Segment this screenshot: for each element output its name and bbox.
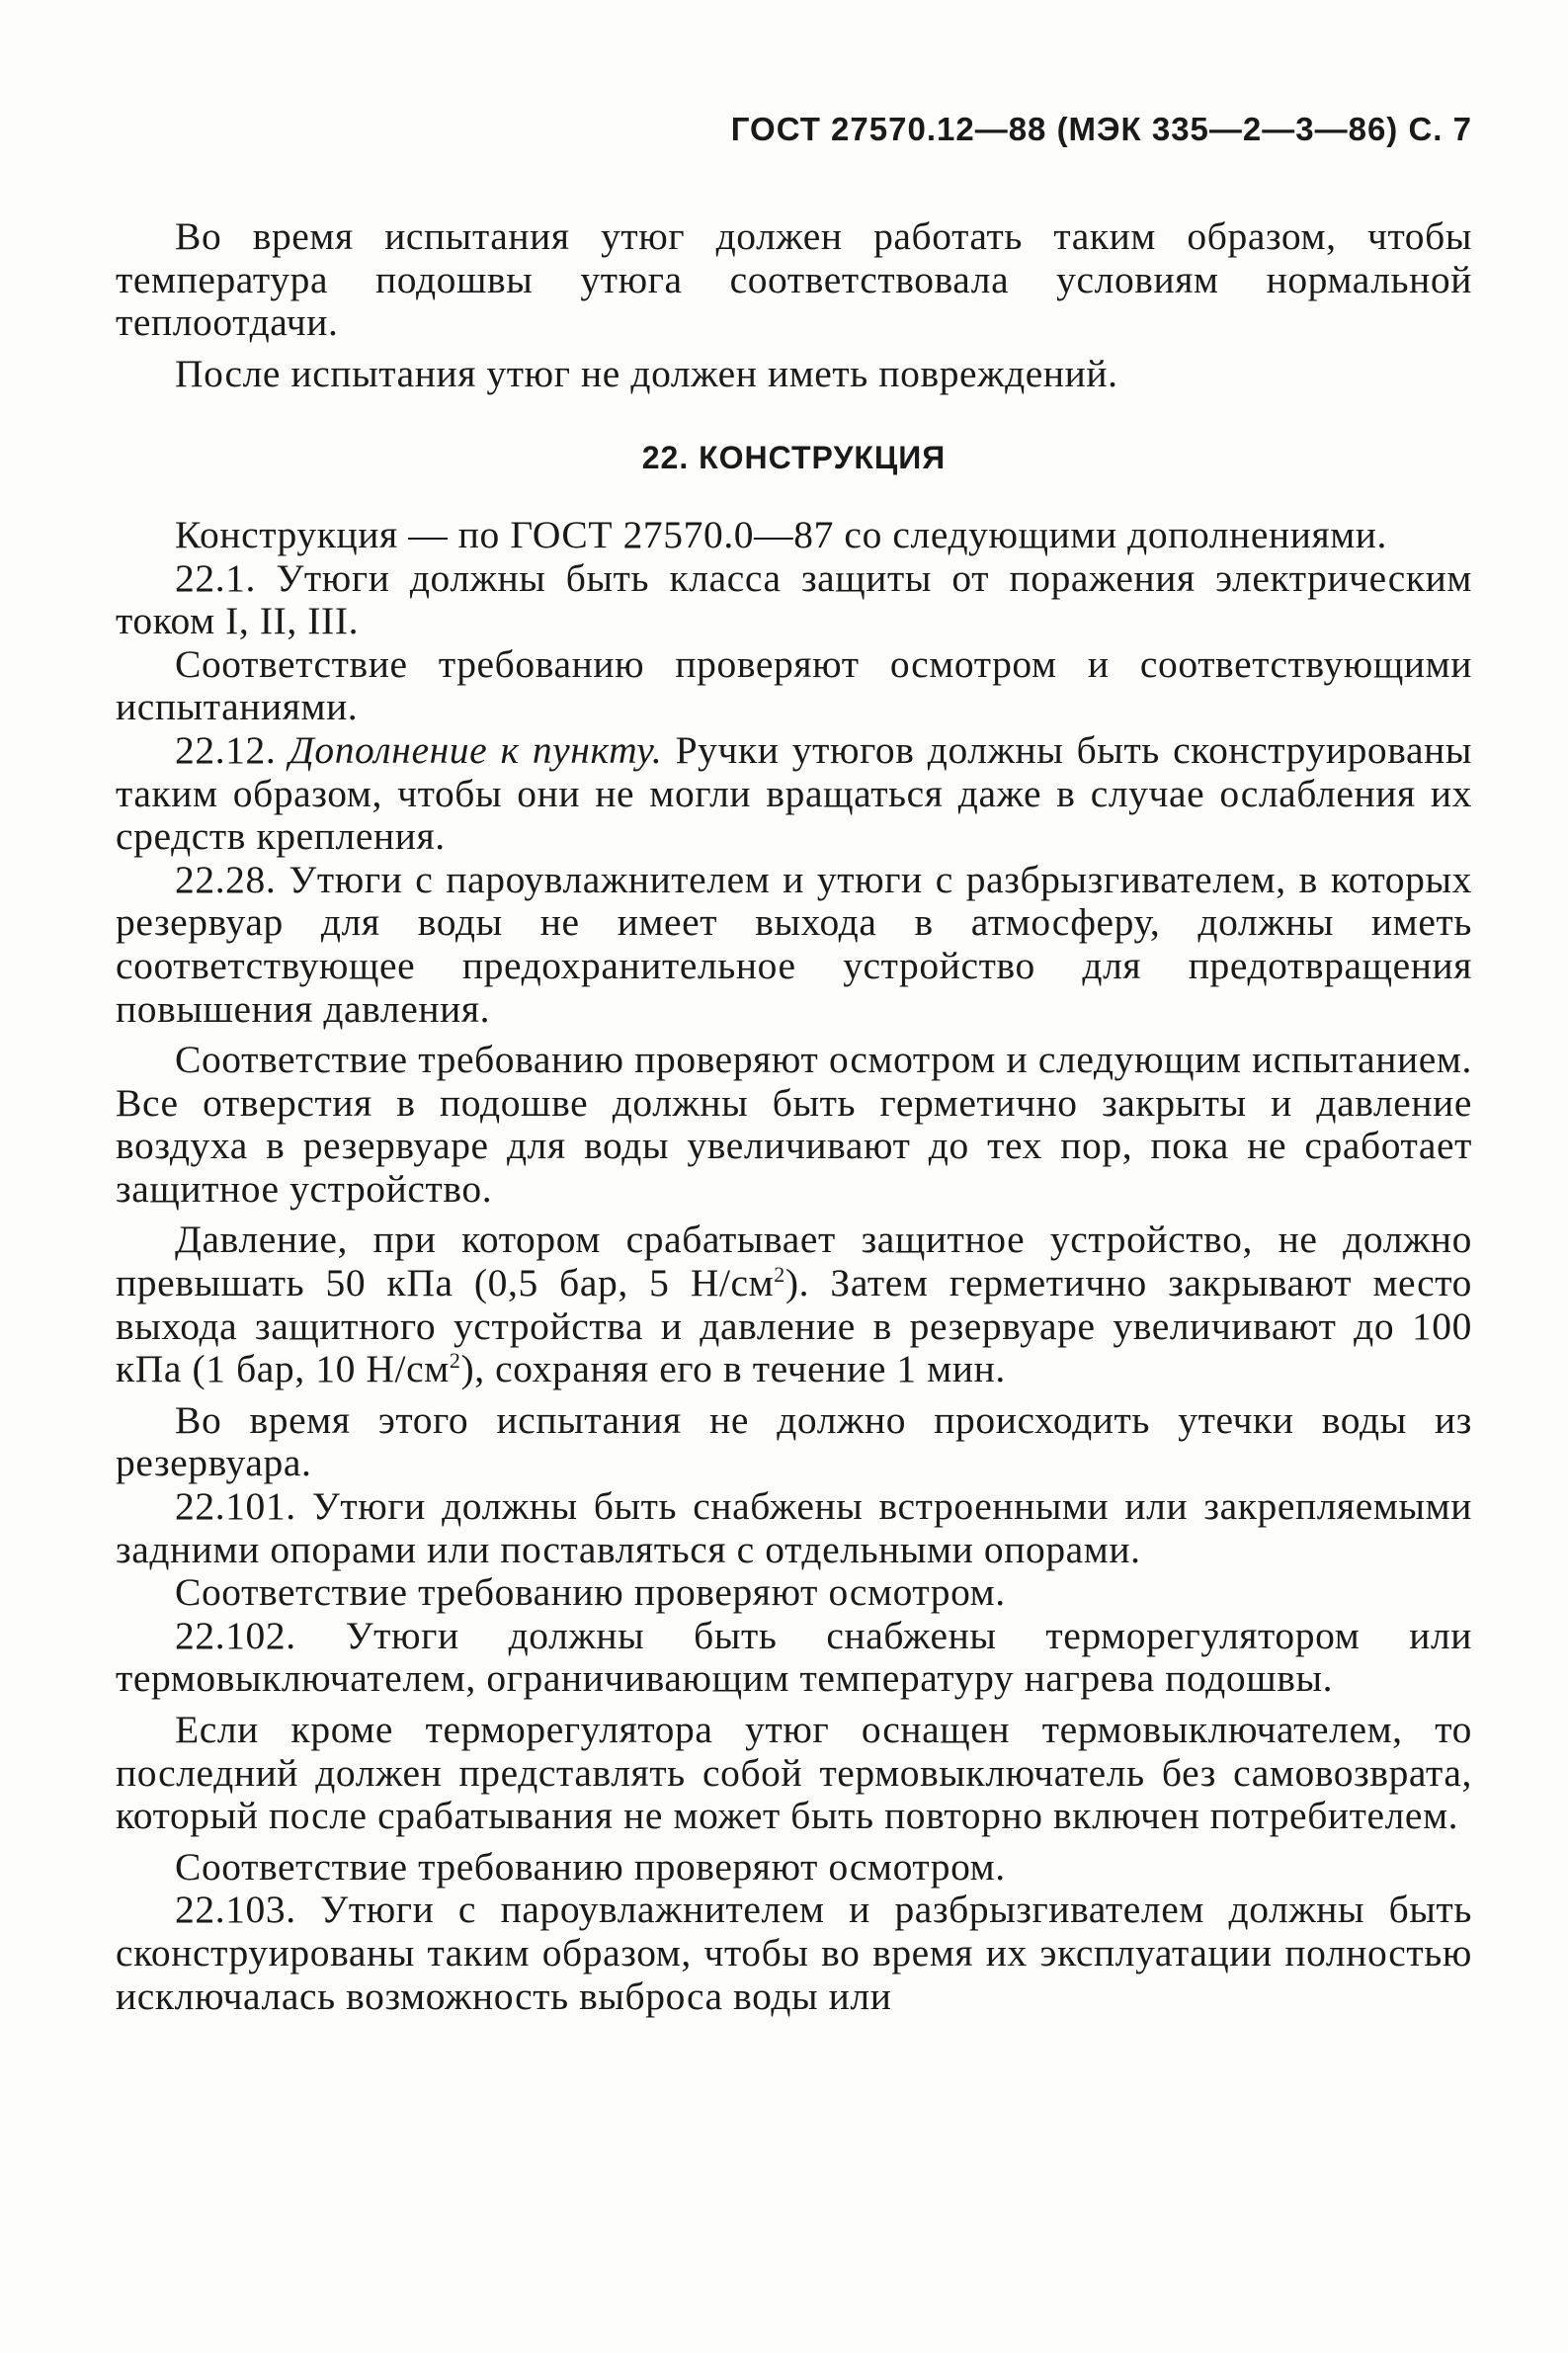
section-heading: 22. КОНСТРУКЦИЯ (641, 440, 947, 476)
paragraph: После испытания утюг не должен иметь повреждений. (175, 351, 1118, 395)
paragraph: Во время этого испытания не должно происходить утечки воды из резервуара. (116, 1397, 1472, 1485)
superscript: 2 (774, 1262, 785, 1288)
italic-lead: Дополнение к пункту. (289, 727, 663, 772)
clause-number: 22.12. (175, 727, 277, 772)
text-run: Давление, при котором срабатывает защитное устройство, не должно превышать 50 кПа (0,5 бар, 5 Н/см (116, 1218, 1472, 1305)
paragraph-pressure (116, 1219, 1472, 1390)
document-body (116, 215, 1472, 2018)
clause-text: Ручки утюгов должны быть сконструированы таким образом, чтобы они не могли вращаться даже в случае ослабления их средств крепления. (116, 727, 1473, 859)
paragraph: Соответствие требованию проверяют осмотром и следующим испытанием. Все отверстия в подошве должны быть герметично закрыты и давление воздуха в резервуаре для воды увеличивают до тех пор, пока не сработает защитное устройство. (116, 1038, 1472, 1211)
paragraph: Конструкция — по ГОСТ 27570.0—87 со следующими дополнениями. (175, 512, 1388, 556)
superscript: 2 (449, 1348, 461, 1374)
paragraph: Соответствие требованию проверяют осмотром. (175, 1844, 1006, 1889)
paragraph: Если кроме терморегулятора утюг оснащен термовыключателем, то последний должен представлять собой термовыключатель без самовозврата, который после срабатывания не может быть повторно включен потребителем. (116, 1708, 1472, 1838)
paragraph: 22.1. Утюги должны быть класса защиты от поражения электрическим током I, II, III. (116, 555, 1472, 643)
text-run: ). Затем герметично закрывают место выхода защитного устройства и давление в резервуаре увеличивают до 100 кПа (1 бар, 10 Н/см (116, 1261, 1472, 1391)
paragraph-clause-22-12 (116, 729, 1472, 859)
paragraph: 22.102. Утюги должны быть снабжены терморегулятором или термовыключателем, ограничивающим температуру нагрева подошвы. (116, 1613, 1472, 1701)
paragraph: 22.28. Утюги с пароувлажнителем и утюги с разбрызгивателем, в которых резервуар для воды не имеет выхода в атмосферу, должны иметь соответствующее предохранительное устройство для предотвращения повышения давления. (116, 857, 1472, 1031)
paragraph: 22.103. Утюги с пароувлажнителем и разбрызгивателем должны быть сконструированы таким образом, чтобы во время их эксплуатации полностью исключалась возможность выброса воды или (116, 1888, 1472, 2018)
paragraph: 22.101. Утюги должны быть снабжены встроенными или закрепляемыми задними опорами или поставляться с отдельными опорами. (116, 1484, 1472, 1571)
running-header: ГОСТ 27570.12—88 (МЭК 335—2—3—86) С. 7 (730, 111, 1472, 147)
text-run: ), сохраняя его в течение 1 мин. (460, 1347, 1006, 1391)
paragraph: Соответствие требованию проверяют осмотром и соответствующими испытаниями. (116, 641, 1472, 729)
paragraph: Соответствие требованию проверяют осмотром. (175, 1570, 1006, 1615)
paragraph: Во время испытания утюг должен работать таким образом, чтобы температура подошвы утюга соответствовала условиям нормальной теплоотдачи. (116, 214, 1472, 345)
